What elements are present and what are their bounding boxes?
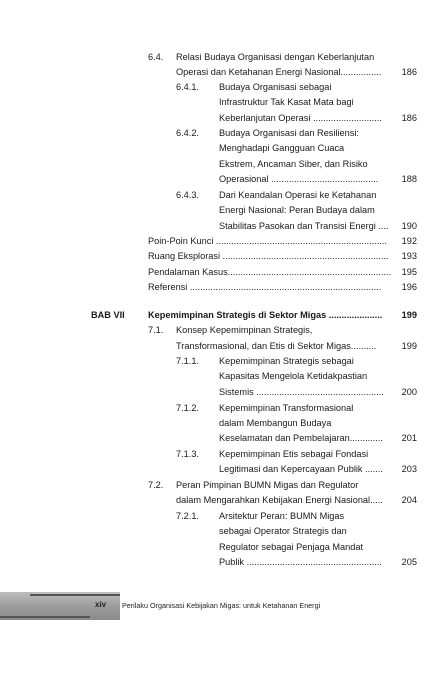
- toc-number: 7.1.2.: [176, 403, 199, 413]
- toc-entry[interactable]: Keselamatan dan Pembelajaran.............: [219, 433, 383, 443]
- toc-page-number: 199: [401, 310, 417, 320]
- toc-entry[interactable]: Kepemimpinan Transformasional: [219, 403, 354, 413]
- toc-page-number: 195: [401, 267, 417, 277]
- toc-number: 6.4.2.: [176, 128, 199, 138]
- toc-entry[interactable]: Dari Keandalan Operasi ke Ketahanan: [219, 190, 377, 200]
- toc-entry[interactable]: Kepemimpinan Strategis sebagai: [219, 356, 354, 366]
- toc-entry[interactable]: Energi Nasional: Peran Budaya dalam: [219, 205, 375, 215]
- toc-page-number: 201: [401, 433, 417, 443]
- toc-entry[interactable]: Keberlanjutan Operasi ...........................: [219, 113, 382, 123]
- toc-entry[interactable]: Transformasional, dan Etis di Sektor Migas..........: [176, 341, 377, 351]
- footer-book-title: Perilaku Organisasi Kebijakan Migas: untuk Ketahanan Energi: [122, 601, 321, 610]
- toc-entry[interactable]: Stabilitas Pasokan dan Transisi Energi ....: [219, 221, 389, 231]
- toc-entry[interactable]: Ekstrem, Ancaman Siber, dan Risiko: [219, 159, 368, 169]
- chapter-title[interactable]: Kepemimpinan Strategis di Sektor Migas .....................: [148, 310, 383, 320]
- toc-page-number: 199: [401, 341, 417, 351]
- toc-entry[interactable]: Publik .....................................................: [219, 557, 382, 567]
- toc-page-number: 188: [401, 174, 417, 184]
- toc-entry[interactable]: Konsep Kepemimpinan Strategis,: [176, 325, 313, 335]
- toc-page-number: 196: [401, 282, 417, 292]
- toc-number: 7.1.: [148, 325, 164, 335]
- toc-number: 6.4.3.: [176, 190, 199, 200]
- toc-entry[interactable]: dalam Mengarahkan Kebijakan Energi Nasional.....: [176, 495, 383, 505]
- footer-page-number: xiv: [95, 600, 107, 609]
- toc-entry[interactable]: Poin-Poin Kunci ...................................................................: [148, 236, 387, 246]
- toc-entry[interactable]: Ruang Eksplorasi .................................................................: [148, 251, 389, 261]
- toc-entry[interactable]: Budaya Organisasi dan Resiliensi:: [219, 128, 359, 138]
- toc-entry[interactable]: Operasi dan Ketahanan Energi Nasional................: [176, 67, 382, 77]
- toc-page-number: 205: [401, 557, 417, 567]
- toc-entry[interactable]: Menghadapi Gangguan Cuaca: [219, 143, 345, 153]
- toc-entry[interactable]: Sistemis ..................................................: [219, 387, 384, 397]
- toc-page-number: 190: [401, 221, 417, 231]
- toc-entry[interactable]: Legitimasi dan Kepercayaan Publik .......: [219, 464, 383, 474]
- toc-entry[interactable]: Kepemimpinan Etis sebagai Fondasi: [219, 449, 369, 459]
- toc-page-number: 192: [401, 236, 417, 246]
- toc-entry[interactable]: sebagai Operator Strategis dan: [219, 526, 347, 536]
- toc-number: 7.1.3.: [176, 449, 199, 459]
- toc-page-number: 200: [401, 387, 417, 397]
- toc-number: 6.4.1.: [176, 82, 199, 92]
- toc-number: 7.2.1.: [176, 511, 199, 521]
- toc-entry[interactable]: Operasional ..........................................: [219, 174, 379, 184]
- toc-entry[interactable]: Budaya Organisasi sebagai: [219, 82, 332, 92]
- toc-entry[interactable]: Relasi Budaya Organisasi dengan Keberlanjutan: [176, 52, 375, 62]
- toc-entry[interactable]: Regulator sebagai Penjaga Mandat: [219, 542, 364, 552]
- toc-page-number: 186: [401, 67, 417, 77]
- toc-entry[interactable]: Infrastruktur Tak Kasat Mata bagi: [219, 97, 354, 107]
- chapter-label: BAB VII: [91, 310, 125, 320]
- toc-entry[interactable]: Pendalaman Kasus................................................................: [148, 267, 392, 277]
- toc-entry[interactable]: Arsitektur Peran: BUMN Migas: [219, 511, 345, 521]
- toc-page-number: 204: [401, 495, 417, 505]
- toc-entry[interactable]: Kapasitas Mengelola Ketidakpastian: [219, 371, 368, 381]
- toc-entry[interactable]: Peran Pimpinan BUMN Migas dan Regulator: [176, 480, 359, 490]
- toc-page-number: 186: [401, 113, 417, 123]
- toc-page-number: 193: [401, 251, 417, 261]
- toc-number: 6.4.: [148, 52, 164, 62]
- toc-number: 7.2.: [148, 480, 164, 490]
- toc-number: 7.1.1.: [176, 356, 199, 366]
- toc-entry[interactable]: dalam Membangun Budaya: [219, 418, 332, 428]
- toc-page-number: 203: [401, 464, 417, 474]
- toc-entry[interactable]: Referensi ...........................................................................: [148, 282, 382, 292]
